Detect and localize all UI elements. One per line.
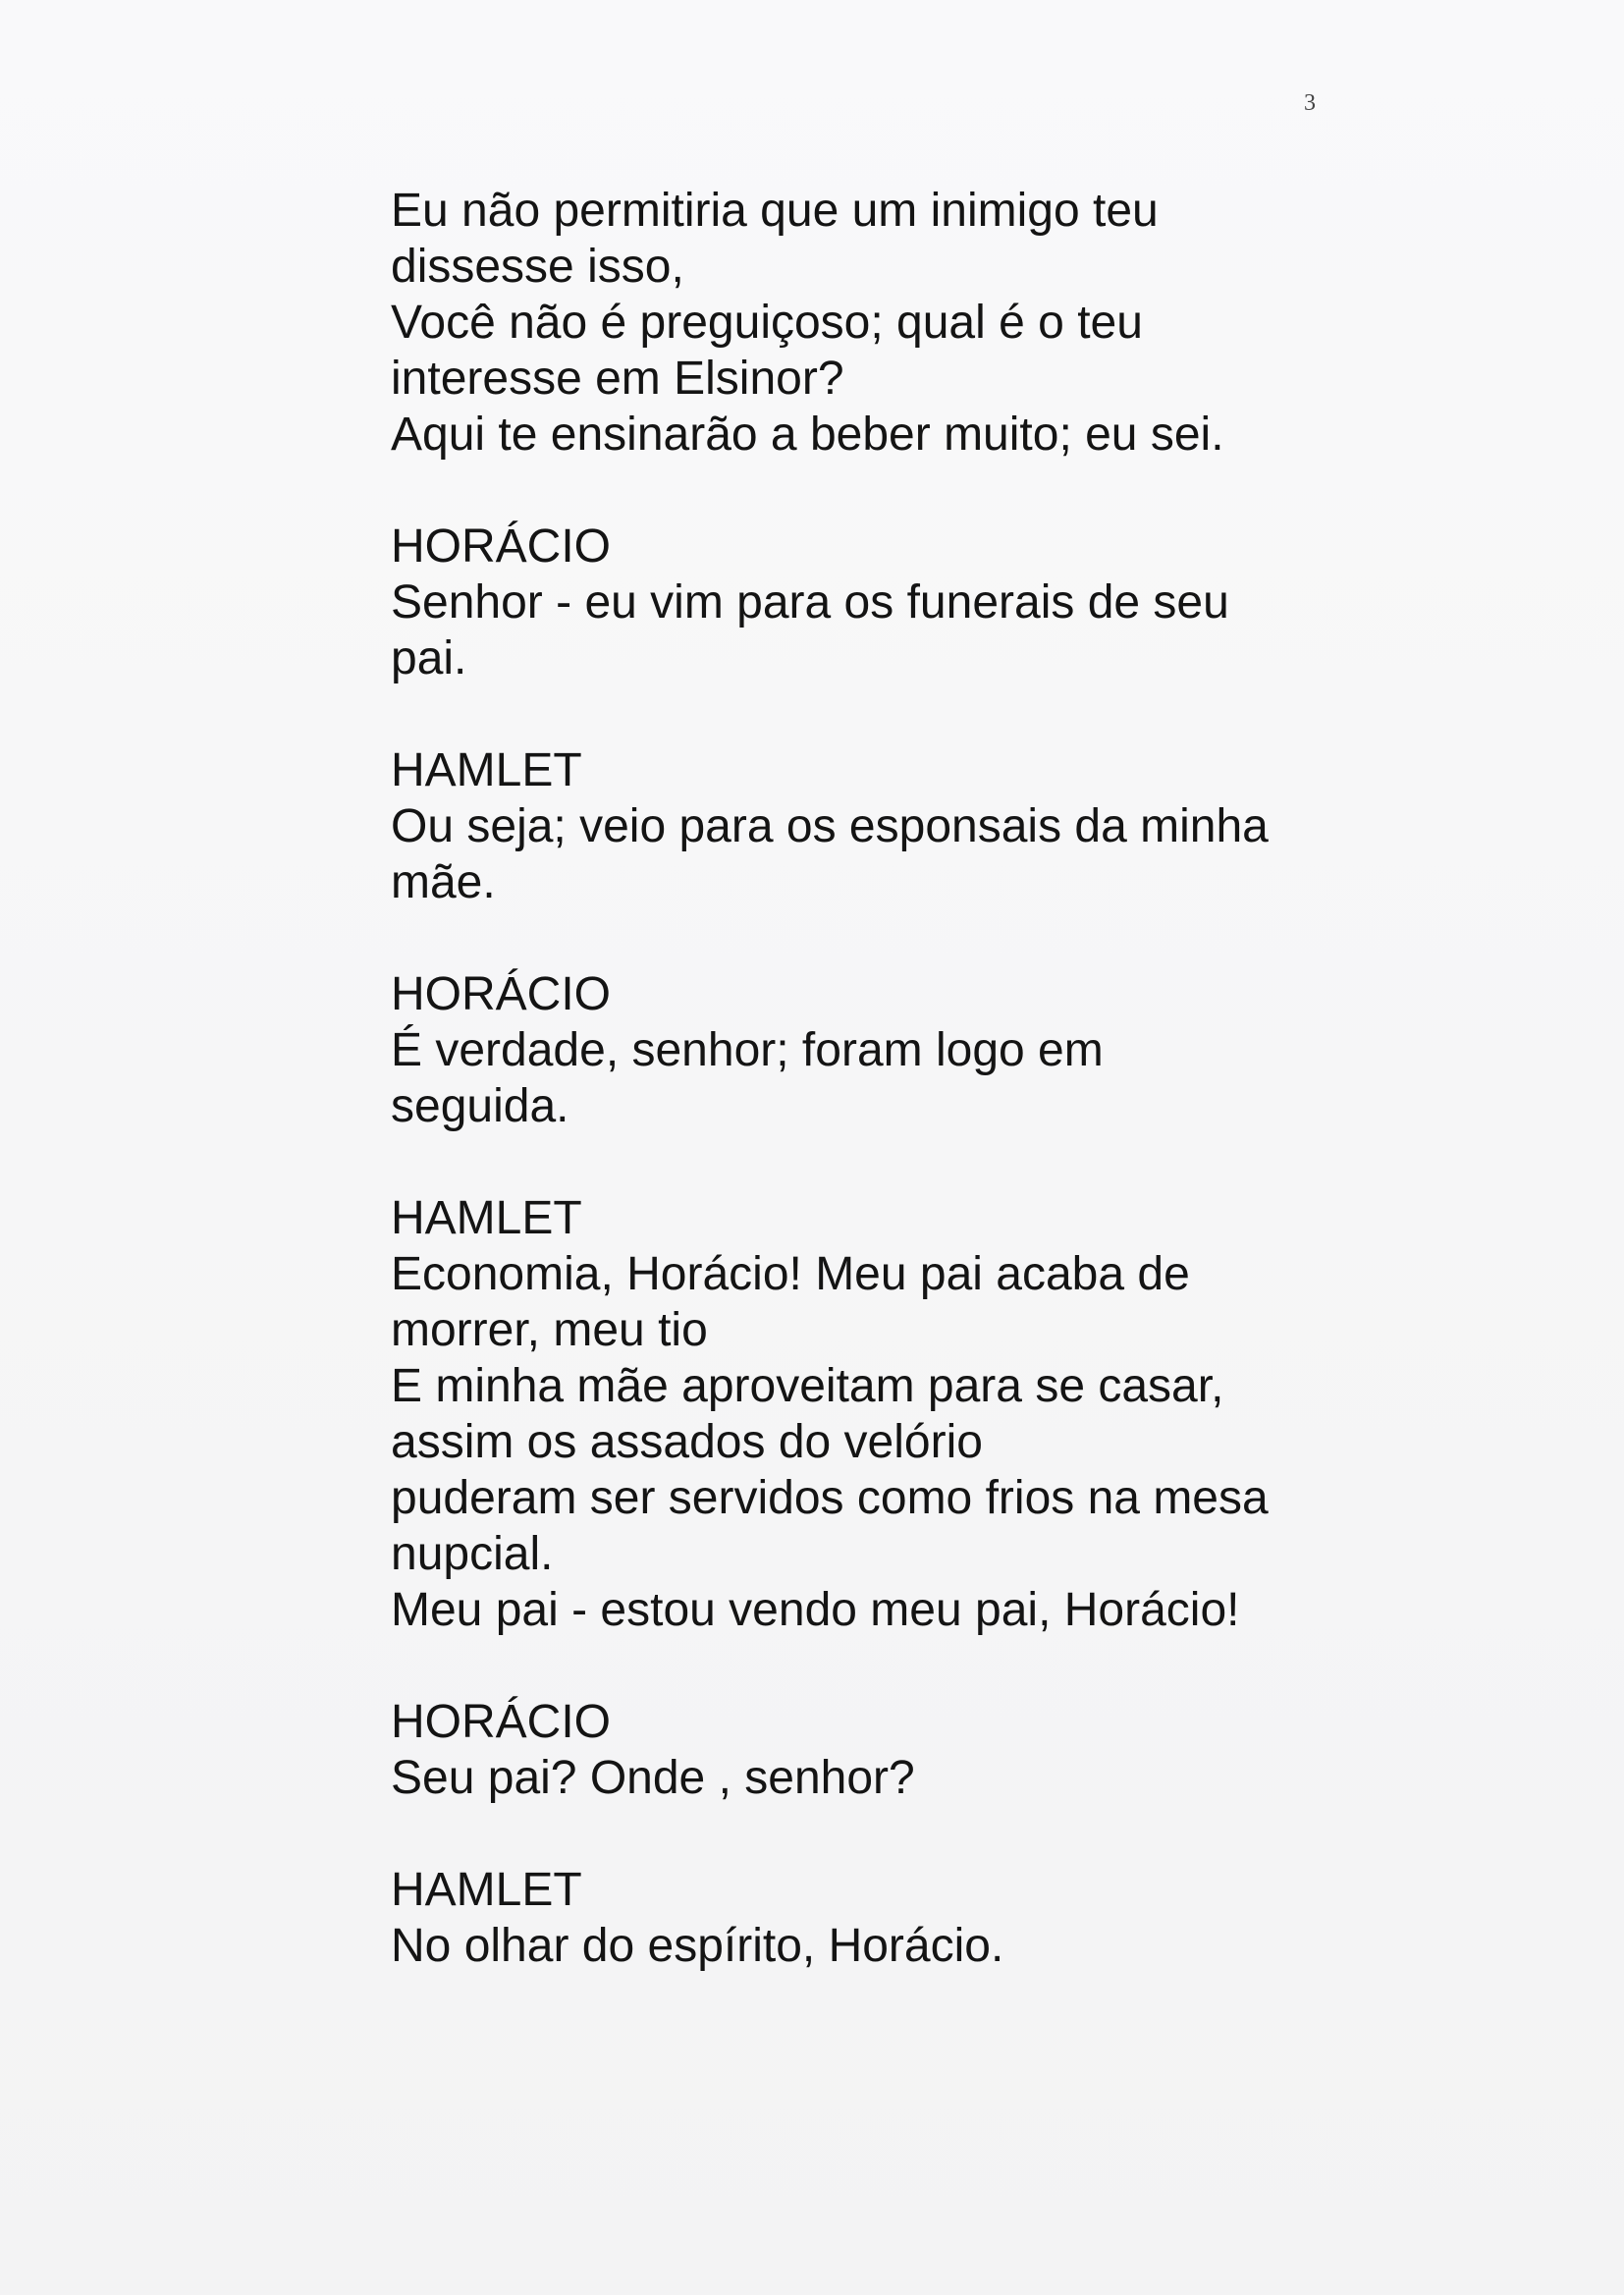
dialogue-line: E minha mãe aproveitam para se casar,: [391, 1360, 1224, 1412]
dialogue-block-hamlet-2: [391, 1190, 1333, 1638]
dialogue-line: morrer, meu tio: [391, 1304, 708, 1356]
dialogue-line: puderam ser servidos como frios na mesa: [391, 1472, 1269, 1524]
dialogue-block-horacio-2: [391, 966, 1333, 1134]
text-line: Eu não permitiria que um inimigo teu: [391, 185, 1159, 237]
page-number: 3: [1304, 90, 1316, 116]
speaker-name: HAMLET: [391, 1864, 582, 1916]
speaker-name: HAMLET: [391, 1192, 582, 1244]
speaker-name: HORÁCIO: [391, 968, 612, 1020]
dialogue-block-horacio-3: [391, 1694, 1333, 1806]
dialogue-line: mãe.: [391, 856, 496, 908]
dialogue-line: Senhor - eu vim para os funerais de seu: [391, 576, 1229, 628]
dialogue-block-horacio-1: [391, 519, 1333, 686]
dialogue-line: No olhar do espírito, Horácio.: [391, 1920, 1004, 1972]
dialogue-line: Ou seja; veio para os esponsais da minha: [391, 800, 1269, 852]
dialogue-line: assim os assados do velório: [391, 1416, 983, 1468]
speaker-name: HAMLET: [391, 744, 582, 796]
text-line: Você não é preguiçoso; qual é o teu: [391, 297, 1143, 349]
dialogue-line: nupcial.: [391, 1528, 554, 1580]
text-line: dissesse isso,: [391, 241, 684, 293]
dialogue-line: seguida.: [391, 1080, 569, 1132]
dialogue-block-hamlet-1: [391, 742, 1333, 910]
text-block-1: [391, 183, 1333, 463]
speaker-name: HORÁCIO: [391, 1696, 612, 1748]
dialogue-line: Seu pai? Onde , senhor?: [391, 1752, 915, 1804]
speaker-name: HORÁCIO: [391, 520, 612, 573]
dialogue-line: pai.: [391, 632, 467, 684]
text-line: Aqui te ensinarão a beber muito; eu sei.: [391, 409, 1224, 461]
dialogue-line: Meu pai - estou vendo meu pai, Horácio!: [391, 1584, 1240, 1636]
dialogue-block-hamlet-3: [391, 1862, 1333, 1974]
text-line: interesse em Elsinor?: [391, 353, 844, 405]
script-text: [391, 183, 1333, 2030]
dialogue-line: Economia, Horácio! Meu pai acaba de: [391, 1248, 1190, 1300]
dialogue-line: É verdade, senhor; foram logo em: [391, 1024, 1104, 1076]
